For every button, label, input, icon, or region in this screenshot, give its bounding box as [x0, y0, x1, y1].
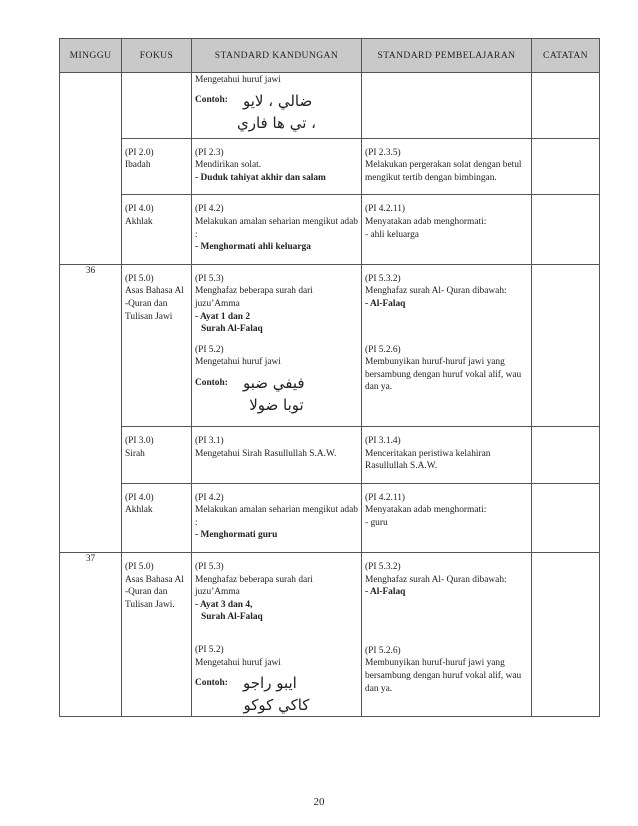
catatan-cell: [532, 426, 600, 483]
fokus-cell: [122, 553, 192, 717]
sk-code: (PI 4.2): [195, 204, 224, 215]
pembelajaran-cell: [362, 553, 532, 717]
jawi-words-1: فيفي ضبو: [243, 373, 305, 392]
header-minggu: MINGGU: [60, 39, 122, 73]
sk-text: Melakukan amalan seharian mengikut adab :: [195, 505, 358, 528]
sp-item: - Al-Falaq: [365, 298, 406, 309]
catatan-cell: [532, 483, 600, 552]
sp-text: Melakukan pergerakan solat dengan betul mengikut tertib dengan bimbingan.: [365, 160, 522, 183]
sk-code: (PI 3.1): [195, 435, 224, 446]
fokus-name: Asas Bahasa Al -Quran dan Tulisan Jawi.: [125, 574, 184, 610]
table-row: [60, 73, 600, 139]
week-cell: [60, 73, 122, 265]
sp-text: Menceritakan peristiwa kelahiran Rasullullah S.A.W.: [365, 448, 491, 472]
week-number: 37: [60, 553, 122, 717]
sk-code: (PI 5.3): [195, 273, 224, 284]
sp-text: Menghafaz surah Al- Quran dibawah:: [365, 286, 507, 297]
table-row: [60, 195, 600, 264]
jawi-example: [195, 672, 358, 694]
sp-code: (PI 4.2.11): [365, 492, 406, 503]
table-row: [60, 264, 600, 426]
sk-code: (PI 5.3): [195, 562, 224, 573]
fokus-code: (PI 5.0): [125, 562, 154, 573]
sp-item: - ahli keluarga: [365, 229, 419, 240]
sp-item: - Al-Falaq: [365, 587, 406, 598]
sk-item: - Ayat 1 dan 2: [195, 311, 251, 322]
jawi-example: [195, 372, 358, 394]
catatan-cell: [532, 195, 600, 264]
sp-code: (PI 2.3.5): [365, 147, 401, 158]
fokus-code: (PI 2.0): [125, 147, 154, 158]
fokus-code: (PI 4.0): [125, 204, 154, 215]
kandungan-cell: [192, 483, 362, 552]
sk-item: - Menghormati guru: [195, 530, 278, 541]
fokus-code: (PI 5.0): [125, 273, 154, 284]
sp-text: Menyatakan adab menghormati:: [365, 505, 487, 516]
table-row: [60, 553, 600, 717]
sk-text: Mengetahui huruf jawi: [195, 357, 281, 368]
header-standard-pembelajaran: STANDARD PEMBELAJARAN: [362, 39, 532, 73]
sk-text: Menghafaz beberapa surah dari juzu’Amma: [195, 286, 313, 309]
fokus-cell: [122, 195, 192, 264]
pembelajaran-cell: [362, 195, 532, 264]
kandungan-cell: [192, 553, 362, 717]
fokus-name: Akhlak: [125, 505, 153, 516]
sk-text: Mengetahui Sirah Rasullullah S.A.W.: [195, 448, 337, 459]
jawi-words-2: ، تي ها فاري: [236, 113, 317, 132]
table-row: [60, 483, 600, 552]
sk-item: - Ayat 3 dan 4,: [195, 599, 253, 610]
header-standard-kandungan: STANDARD KANDUNGAN: [192, 39, 362, 73]
sp-code: (PI 3.1.4): [365, 435, 401, 446]
jawi-example: [195, 90, 358, 112]
week-number: 36: [60, 264, 122, 552]
sp-text: Menyatakan adab menghormati:: [365, 216, 487, 227]
kandungan-cell: [192, 195, 362, 264]
fokus-code: (PI 3.0): [125, 435, 154, 446]
sk-code: (PI 5.2): [195, 344, 224, 355]
fokus-name: Asas Bahasa Al -Quran dan Tulisan Jawi: [125, 286, 184, 322]
table-row: [60, 426, 600, 483]
header-fokus: FOKUS: [122, 39, 192, 73]
fokus-cell: [122, 73, 192, 139]
fokus-code: (PI 4.0): [125, 492, 154, 503]
sp-code: (PI 4.2.11): [365, 204, 406, 215]
pembelajaran-cell: [362, 426, 532, 483]
page-number: 20: [313, 796, 325, 808]
jawi-words-2: توبا ضولا: [249, 395, 304, 414]
kandungan-cell: [192, 73, 362, 139]
sk-text: Melakukan amalan seharian mengikut adab :: [195, 216, 358, 240]
sk-code: (PI 2.3): [195, 147, 224, 158]
jawi-words-1: ضالي ، لايو: [243, 91, 313, 110]
fokus-cell: [122, 138, 192, 195]
sk-code: (PI 5.2): [195, 645, 224, 656]
sp-text: Menghafaz surah Al- Quran dibawah:: [365, 574, 507, 585]
kandungan-cell: [192, 264, 362, 426]
pembelajaran-cell: [362, 73, 532, 139]
sk-text: Mengetahui huruf jawi: [195, 657, 281, 668]
fokus-cell: [122, 483, 192, 552]
fokus-name: Akhlak: [125, 216, 153, 227]
sk-item: - Menghormati ahli keluarga: [195, 242, 311, 253]
fokus-name: Sirah: [125, 448, 145, 459]
pembelajaran-cell: [362, 483, 532, 552]
lesson-plan-table: [59, 38, 600, 717]
sp-code: (PI 5.2.6): [365, 344, 401, 355]
pembelajaran-cell: [362, 138, 532, 195]
catatan-cell: [532, 138, 600, 195]
fokus-cell: [122, 426, 192, 483]
sp-item: - guru: [365, 517, 388, 528]
sp-code: (PI 5.2.6): [365, 645, 401, 656]
jawi-words-2: كاكي كوكو: [243, 696, 310, 715]
sk-item: Surah Al-Falaq: [201, 612, 263, 623]
table-row: [60, 138, 600, 195]
catatan-cell: [532, 553, 600, 717]
fokus-cell: [122, 264, 192, 426]
catatan-cell: [532, 264, 600, 426]
sp-code: (PI 5.3.2): [365, 273, 401, 284]
kandungan-cell: [192, 426, 362, 483]
pembelajaran-cell: [362, 264, 532, 426]
contoh-label: Contoh:: [195, 677, 228, 688]
jawi-words-1: ايبو راجو: [243, 674, 297, 693]
sp-text: Membunyikan huruf-huruf jawi yang bersambung dengan huruf vokal alif, wau dan ya.: [365, 658, 522, 694]
sk-item: Surah Al-Falaq: [201, 324, 263, 335]
fokus-name: Ibadah: [125, 160, 151, 171]
kandungan-cell: [192, 138, 362, 195]
sk-item: - Duduk tahiyat akhir dan salam: [195, 172, 326, 183]
sk-text: Mengetahui huruf jawi: [195, 75, 281, 85]
sp-code: (PI 5.3.2): [365, 562, 401, 573]
contoh-label: Contoh:: [195, 377, 228, 388]
contoh-label: Contoh:: [195, 95, 228, 106]
sk-text: Menghafaz beberapa surah dari juzu’Amma: [195, 574, 313, 598]
catatan-cell: [532, 73, 600, 139]
header-catatan: CATATAN: [532, 39, 600, 73]
table-header-row: [60, 39, 600, 73]
sk-text: Mendirikan solat.: [195, 160, 262, 171]
sp-text: Membunyikan huruf-huruf jawi yang bersambung dengan huruf vokal alif, wau dan ya.: [365, 357, 522, 393]
sk-code: (PI 4.2): [195, 492, 224, 503]
